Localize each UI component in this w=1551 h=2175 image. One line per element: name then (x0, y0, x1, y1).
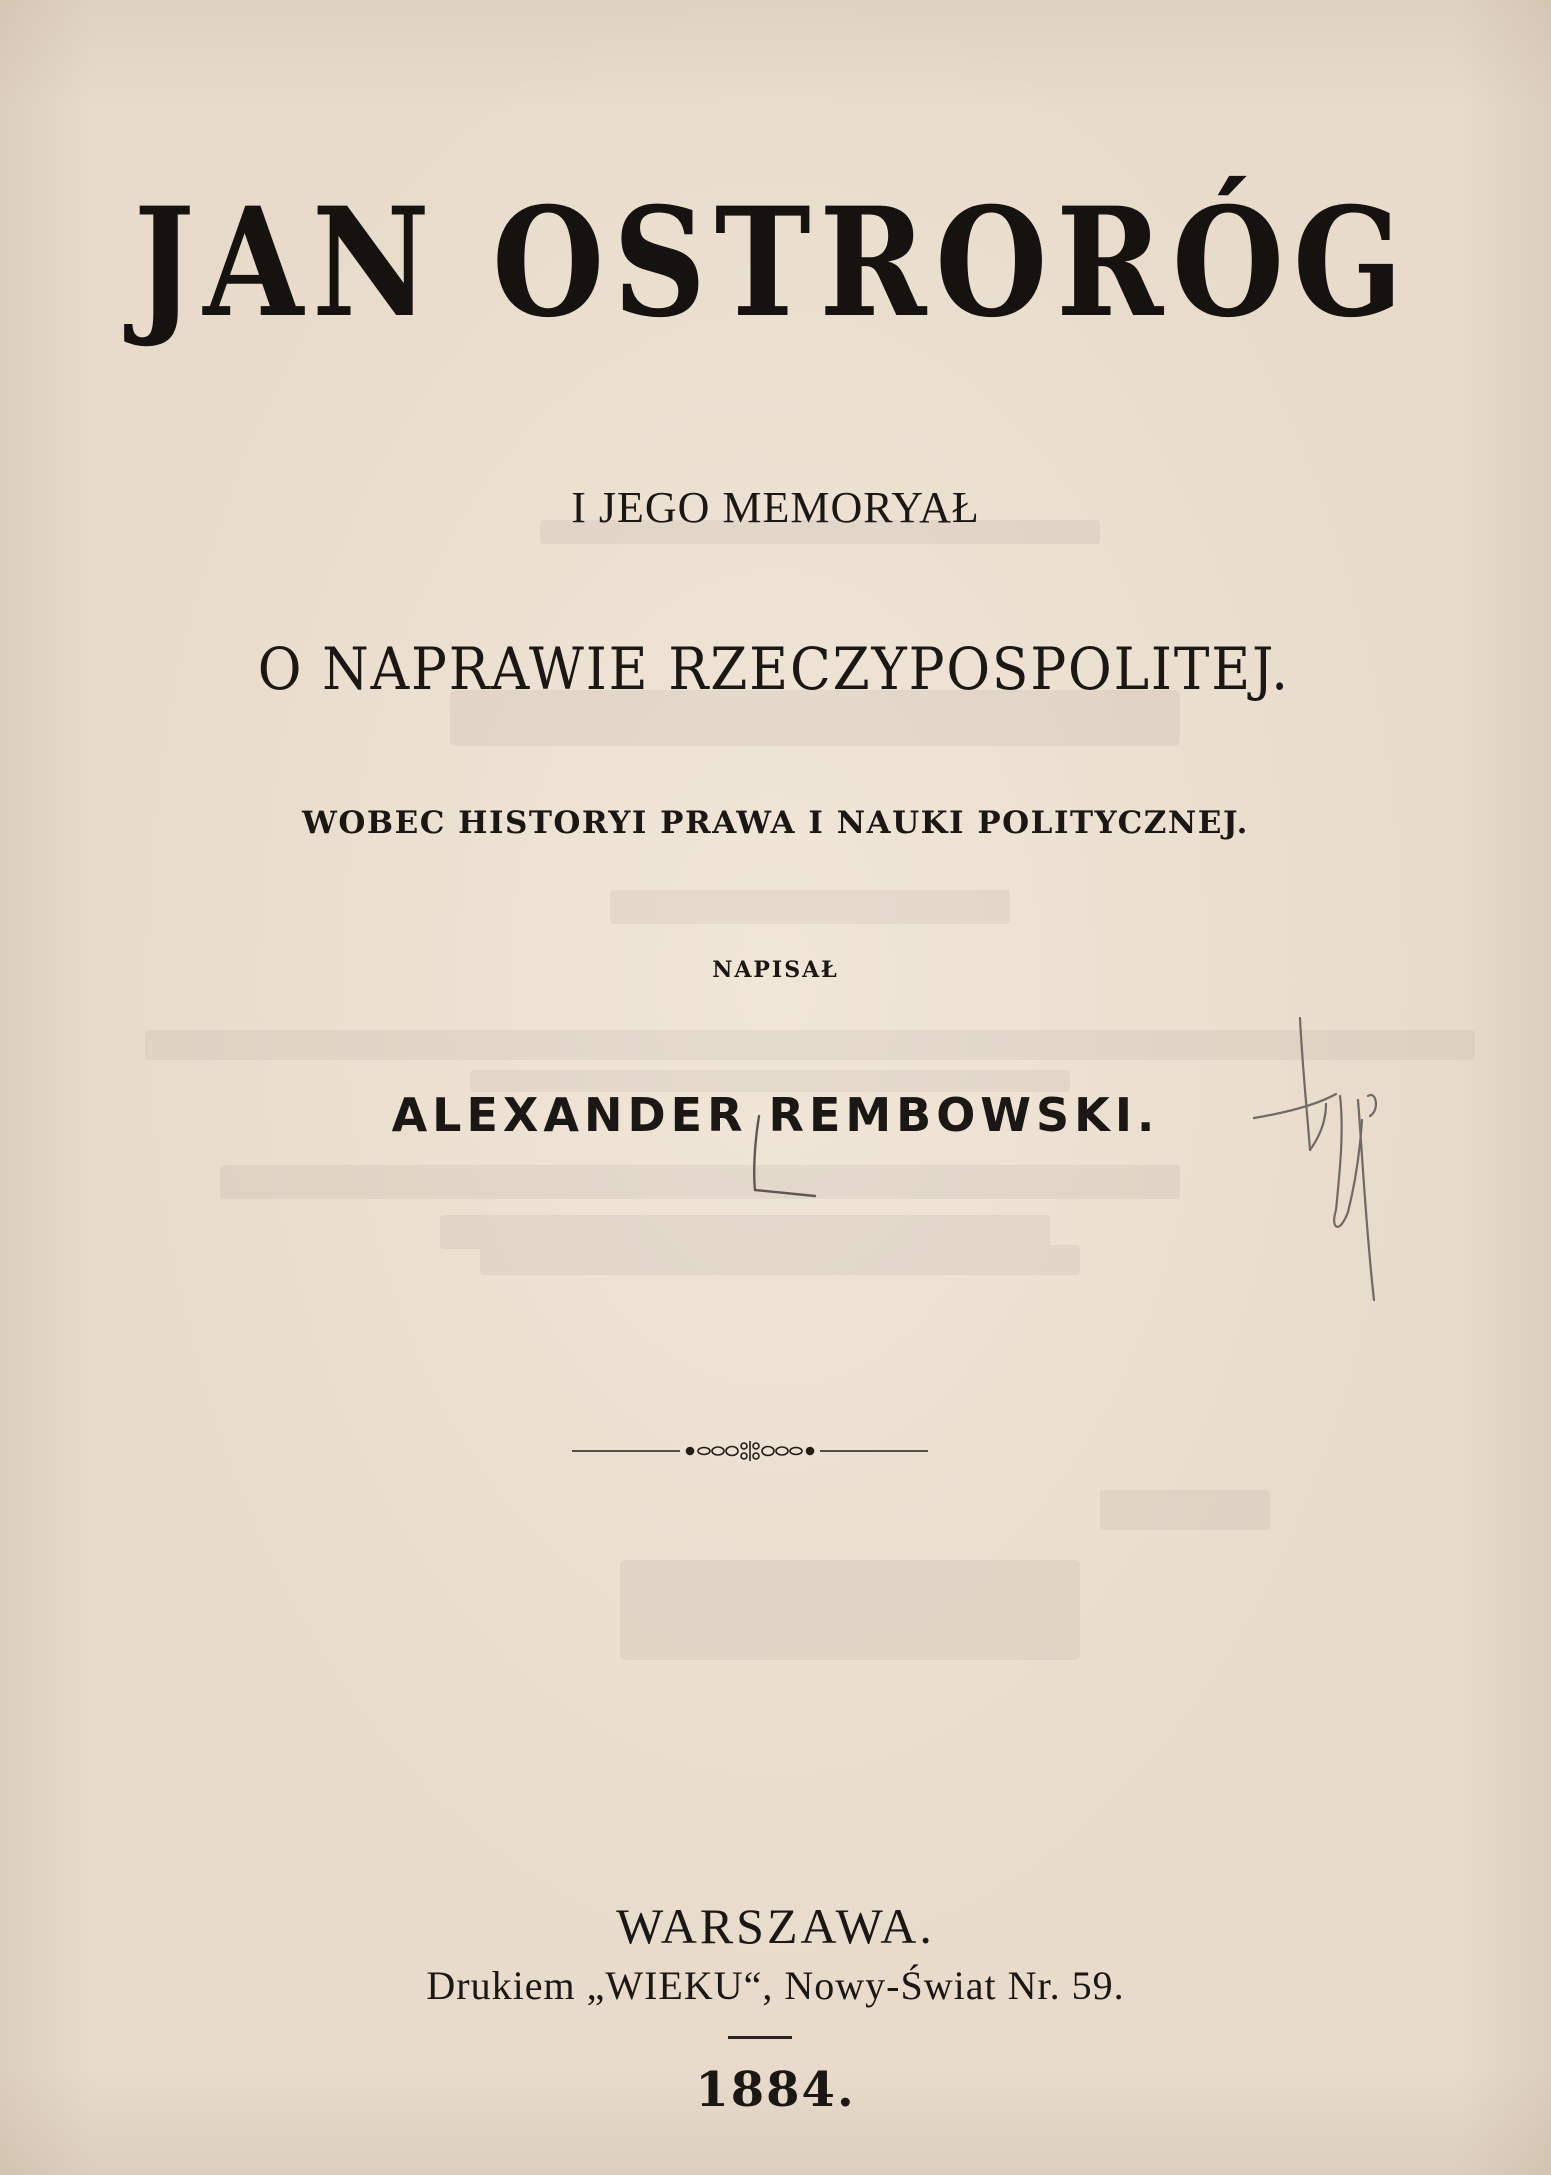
byline-label: NAPISAŁ (712, 957, 839, 983)
printer-line: Drukiem „WIEKU“, Nowy-Świat Nr. 59. (426, 1963, 1125, 2008)
pencil-tick-icon (745, 1110, 825, 1200)
publication-place: WARSZAWA. (616, 1898, 935, 1954)
subtitle-line-1: I JEGO MEMORYAŁ (571, 483, 980, 532)
publication-year: 1884. (695, 2062, 856, 2118)
subtitle-line-2: O NAPRAWIE RZECZYPOSPOLITEJ. (257, 635, 1290, 703)
ornamental-rule-icon (570, 1436, 930, 1466)
short-divider (728, 2036, 792, 2039)
author-name: ALEXANDER REMBOWSKI. (391, 1088, 1160, 1142)
book-title: JAN OSTRORÓG (133, 175, 1412, 351)
subtitle-line-3: WOBEC HISTORYI PRAWA I NAUKI POLITYCZNEJ. (302, 805, 1249, 841)
pencil-annotation-icon (1240, 1000, 1450, 1310)
